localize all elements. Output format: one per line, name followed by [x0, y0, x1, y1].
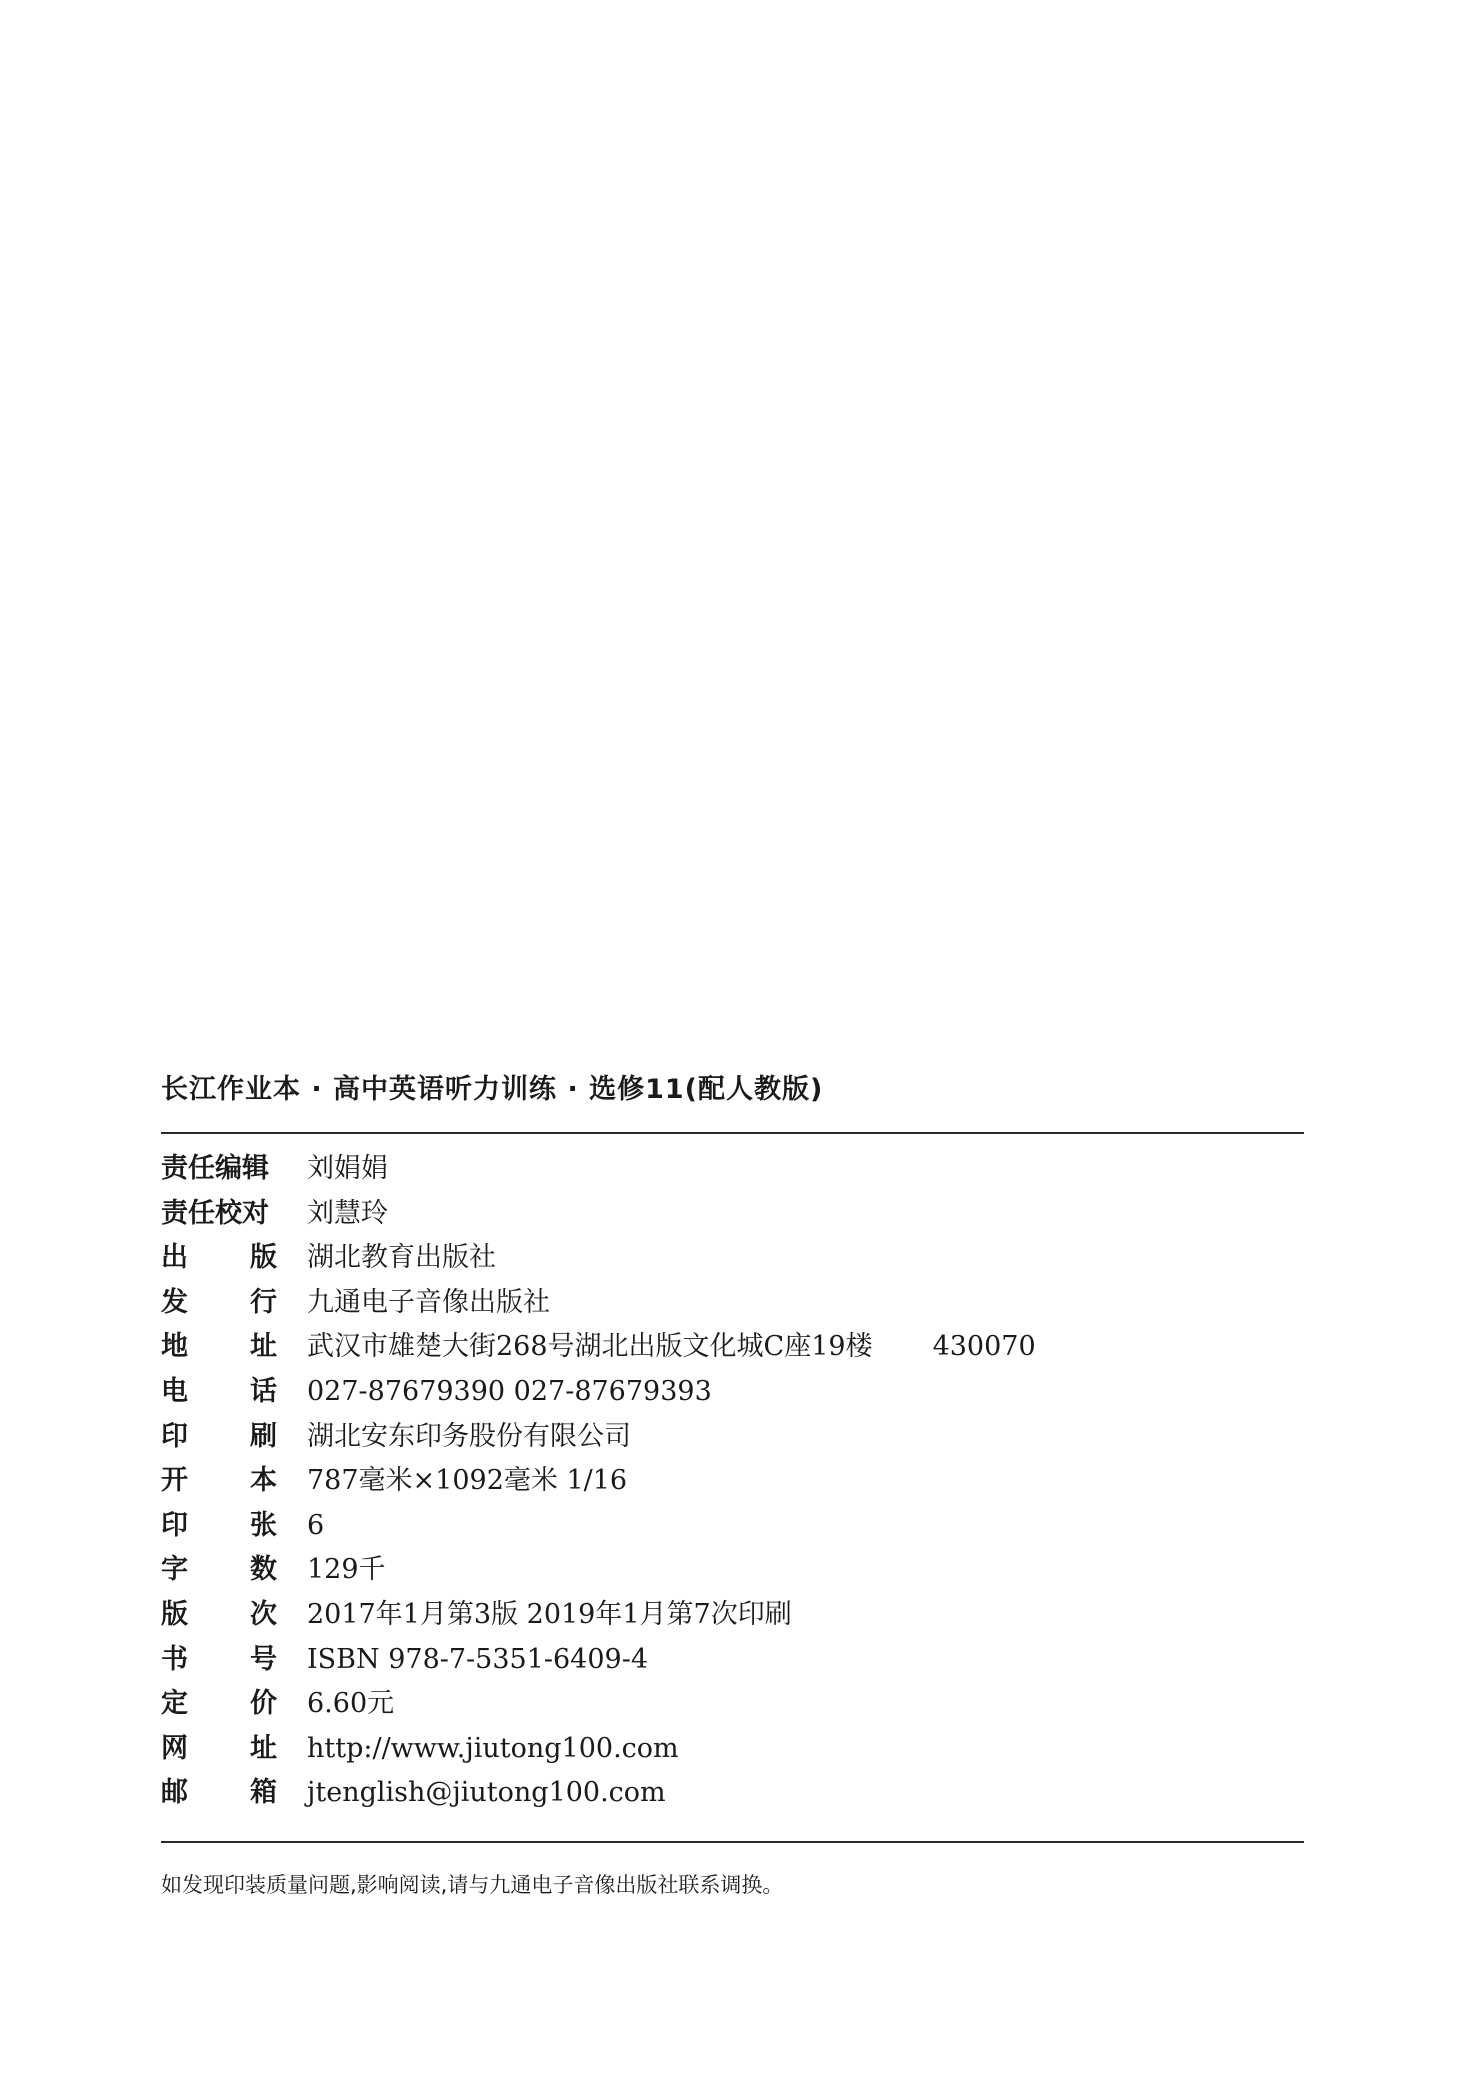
- info-row: [161, 1726, 1304, 1771]
- info-value: 刘慧玲: [307, 1197, 388, 1229]
- info-label: 定 价: [161, 1688, 277, 1720]
- info-row: [161, 1637, 1304, 1682]
- info-label: 印 刷: [161, 1420, 277, 1452]
- publication-info-list: [161, 1134, 1304, 1815]
- info-label: 发 行: [161, 1286, 277, 1318]
- info-value: 2017年1月第3版 2019年1月第7次印刷: [307, 1598, 792, 1630]
- info-value: 6.60元: [307, 1688, 395, 1720]
- info-value: 湖北安东印务股份有限公司: [307, 1420, 631, 1452]
- info-row: [161, 1770, 1304, 1815]
- colophon: [161, 1062, 1304, 1899]
- info-row: [161, 1280, 1304, 1325]
- info-value: 刘娟娟: [307, 1153, 388, 1184]
- info-value: ISBN 978-7-5351-6409-4: [307, 1643, 649, 1675]
- info-value: 787毫米×1092毫米 1/16: [307, 1465, 628, 1497]
- info-row: [161, 1503, 1304, 1548]
- info-row: [161, 1681, 1304, 1726]
- footer-note: 如发现印装质量问题,影响阅读,请与九通电子音像出版社联系调换。: [161, 1872, 784, 1897]
- info-row: [161, 1235, 1304, 1280]
- info-value: 129千: [307, 1554, 386, 1586]
- info-label: 书 号: [161, 1643, 277, 1675]
- info-row: [161, 1414, 1304, 1459]
- info-label: 责任校对: [161, 1197, 269, 1229]
- info-value: 武汉市雄楚大街268号湖北出版文化城C座19楼: [307, 1331, 873, 1363]
- info-label: 版 次: [161, 1598, 277, 1630]
- info-value: 6: [307, 1509, 325, 1541]
- info-row: [161, 1191, 1304, 1236]
- info-value: jtenglish@jiutong100.com: [307, 1777, 666, 1809]
- info-label: 网 址: [161, 1732, 277, 1764]
- info-label: 邮 箱: [161, 1777, 277, 1809]
- info-label: 出 版: [161, 1242, 277, 1274]
- book-title: 长江作业本 · 高中英语听力训练 · 选修11(配人教版): [161, 1074, 824, 1105]
- info-row: [161, 1146, 1304, 1191]
- info-label: 印 张: [161, 1509, 277, 1541]
- info-row: [161, 1592, 1304, 1637]
- info-value: 湖北教育出版社: [307, 1242, 496, 1274]
- info-label: 电 话: [161, 1375, 277, 1407]
- info-row: [161, 1458, 1304, 1503]
- info-row: [161, 1369, 1304, 1414]
- info-label: 地 址: [161, 1331, 277, 1363]
- info-label: 责任编辑: [161, 1153, 269, 1184]
- info-label: 字 数: [161, 1554, 277, 1586]
- info-value: http://www.jiutong100.com: [307, 1732, 679, 1764]
- info-row: [161, 1324, 1304, 1369]
- bottom-rule: [161, 1841, 1304, 1843]
- info-value: 九通电子音像出版社: [307, 1286, 550, 1318]
- info-label: 开 本: [161, 1465, 277, 1497]
- postal-code: 430070: [932, 1331, 1036, 1363]
- info-row: [161, 1547, 1304, 1592]
- info-value: 027-87679390 027-87679393: [307, 1375, 712, 1407]
